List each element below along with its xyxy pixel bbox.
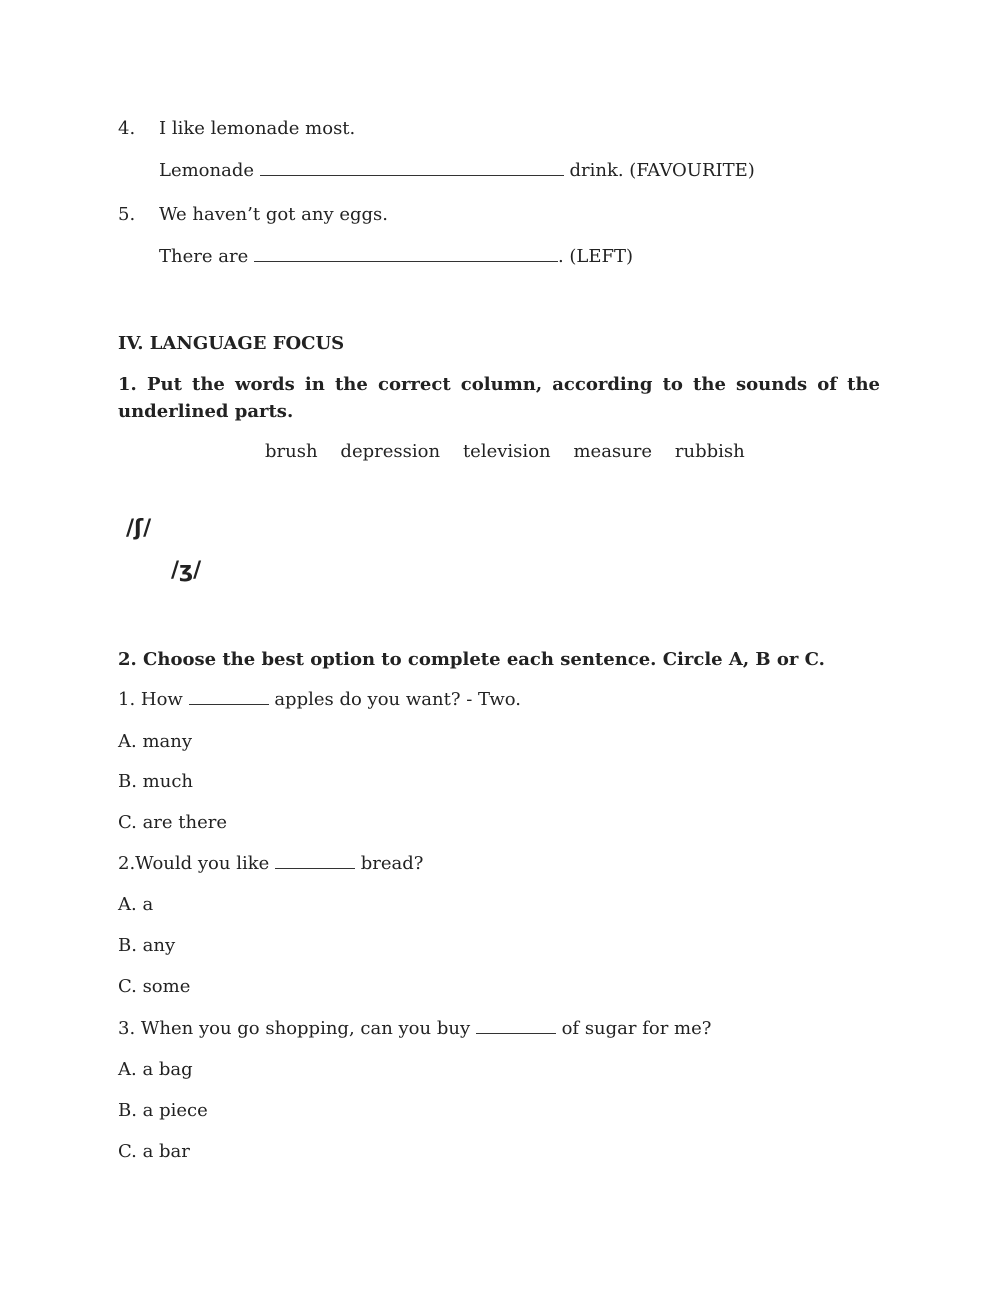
item-5-prompt-start: There are xyxy=(159,246,249,267)
question-1-end: apples do you want? - Two. xyxy=(274,689,522,710)
item-5-prompt xyxy=(159,246,633,268)
exercise-2-instruction: 2. Choose the best option to complete each sentence. Circle A, B or C. xyxy=(118,649,825,670)
question-2-end: bread? xyxy=(360,853,424,874)
question-3-option-a[interactable]: A. a bag xyxy=(118,1059,193,1080)
question-2-option-c[interactable]: C. some xyxy=(118,976,191,997)
word-list: brush depression television measure rubbish xyxy=(265,441,745,462)
exercise-1-instruction: 1. Put the words in the correct column, according to the sounds of the underlined parts. xyxy=(118,374,880,422)
question-1-option-a[interactable]: A. many xyxy=(118,731,193,752)
question-1-start: 1. How xyxy=(118,689,183,710)
sound-sh-label: /ʃ/ xyxy=(126,516,152,541)
question-3-end: of sugar for me? xyxy=(561,1018,712,1039)
item-4-prompt-end: drink. (FAVOURITE) xyxy=(569,160,755,181)
item-4-prompt-start: Lemonade xyxy=(159,160,255,181)
item-4-answer-blank[interactable] xyxy=(260,161,564,176)
question-3-option-c[interactable]: C. a bar xyxy=(118,1141,190,1162)
item-5-prompt-end: . (LEFT) xyxy=(557,246,634,267)
question-2-blank[interactable] xyxy=(275,854,355,869)
item-5-original: We haven’t got any eggs. xyxy=(159,204,389,225)
question-1 xyxy=(118,689,521,711)
item-number-4: 4. xyxy=(118,118,136,139)
question-3 xyxy=(118,1018,711,1040)
question-2 xyxy=(118,853,423,875)
question-2-option-a[interactable]: A. a xyxy=(118,894,154,915)
sound-zh-label: /ʒ/ xyxy=(171,558,202,583)
section-title: IV. LANGUAGE FOCUS xyxy=(118,333,345,354)
question-2-option-b[interactable]: B. any xyxy=(118,935,176,956)
question-1-option-c[interactable]: C. are there xyxy=(118,812,228,833)
question-3-blank[interactable] xyxy=(476,1019,556,1034)
question-2-start: 2.Would you like xyxy=(118,853,270,874)
item-number-5: 5. xyxy=(118,204,136,225)
item-4-original: I like lemonade most. xyxy=(159,118,356,139)
item-5-answer-blank[interactable] xyxy=(254,247,558,262)
question-1-option-b[interactable]: B. much xyxy=(118,771,194,792)
item-4-prompt xyxy=(159,160,755,182)
question-3-start: 3. When you go shopping, can you buy xyxy=(118,1018,471,1039)
question-3-option-b[interactable]: B. a piece xyxy=(118,1100,208,1121)
question-1-blank[interactable] xyxy=(189,690,269,705)
